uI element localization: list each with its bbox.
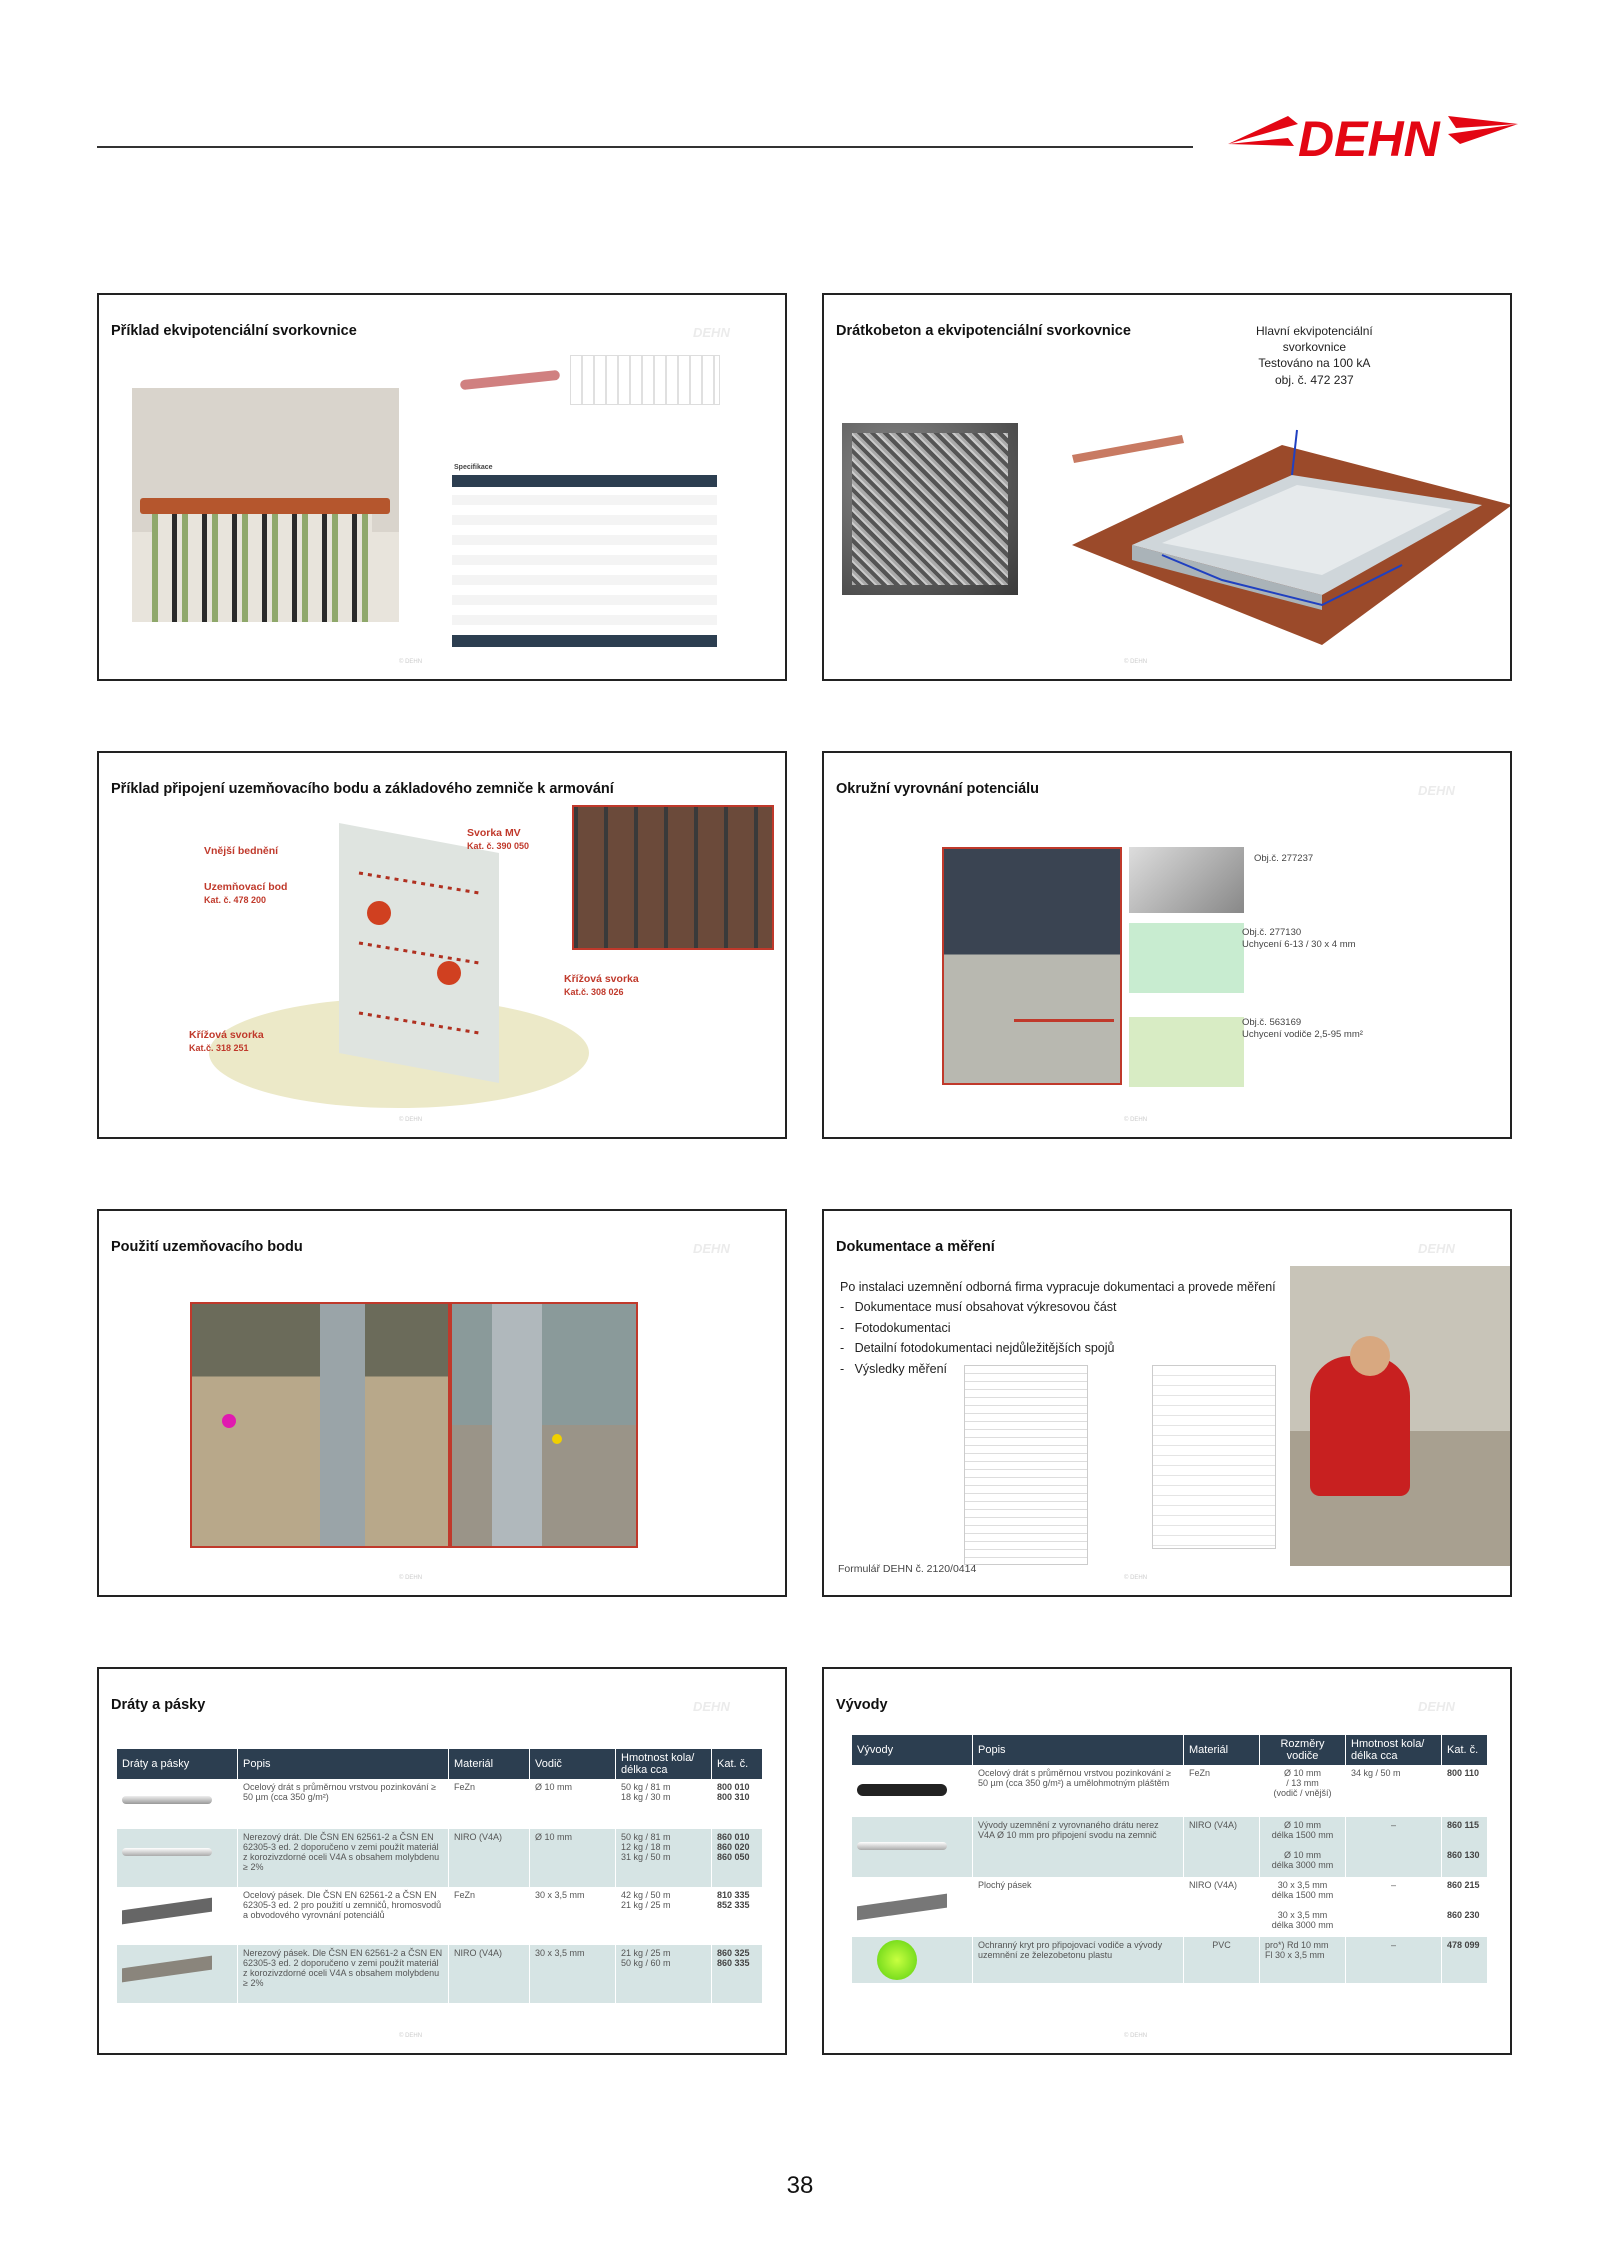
clamp-image-3: [1129, 1017, 1244, 1087]
svg-text:DEHN: DEHN: [1298, 111, 1440, 167]
dehn-watermark-icon: [1410, 779, 1480, 801]
cell-dimension: 30 x 3,5 mm délka 1500 mm 30 x 3,5 mm délka 3000 mm: [1260, 1877, 1346, 1937]
cell-conductor: Ø 10 mm: [530, 1779, 616, 1829]
clamp-image-2: [1129, 923, 1244, 993]
slide-title: Dokumentace a měření: [836, 1239, 995, 1255]
form-page-1: [964, 1365, 1088, 1565]
item-1-label: Obj.č. 277237: [1254, 853, 1314, 864]
svg-text:DEHN: DEHN: [1418, 1241, 1455, 1256]
busbar-drawing: [570, 355, 720, 405]
cell-desc: Ocelový pásek. Dle ČSN EN 62561-2 a ČSN EN 62305-3 ed. 2 pro použití u zemničů, hromosvodů a obvodového vyrovnání potenciálů: [238, 1887, 449, 1945]
product-image: [117, 1945, 238, 2003]
col-header: Hmotnost kola/ délka cca: [1346, 1735, 1442, 1765]
cell-material: FeZn: [1184, 1765, 1260, 1817]
bullet-item: - Dokumentace musí obsahovat výkresovou část: [840, 1300, 1117, 1314]
slide-leads: [822, 1667, 1512, 2055]
cell-dimension: Ø 10 mm / 13 mm (vodič / vnější): [1260, 1765, 1346, 1817]
table-row: [852, 1817, 1488, 1877]
cell-cat: 860 115 860 130: [1442, 1817, 1488, 1877]
label-text: Uzemňovací bod: [204, 881, 288, 893]
cell-cat: 478 099: [1442, 1937, 1488, 1983]
slide-wires-strips: [97, 1667, 787, 2055]
cell-desc: Ocelový drát s průměrnou vrstvou pozinkování ≥ 50 µm (cca 350 g/m²): [238, 1779, 449, 1829]
form-page-2: [1152, 1365, 1276, 1549]
label-cross-clamp-2: [189, 1029, 264, 1054]
cell-desc: Ocelový drát s průměrnou vrstvou pozinkování ≥ 50 µm (cca 350 g/m²) a umělohmotným pláštěm: [973, 1765, 1184, 1817]
slide-footer: © DEHN: [1124, 1117, 1148, 1123]
product-image: [852, 1765, 973, 1817]
cell-conductor: 30 x 3,5 mm: [530, 1945, 616, 2003]
label-text: Svorka MV: [467, 827, 521, 839]
cell-weight: –: [1346, 1877, 1442, 1937]
product-image: [852, 1877, 973, 1937]
cell-weight: 21 kg / 25 m 50 kg / 60 m: [616, 1945, 712, 2003]
table-row: [117, 1829, 763, 1887]
cell-conductor: 30 x 3,5 mm: [530, 1887, 616, 1945]
col-header: Vodič: [530, 1749, 616, 1779]
rebar-photo: [572, 805, 774, 950]
cell-cat: 800 110: [1442, 1765, 1488, 1817]
label-cat: Kat.č. 318 251: [189, 1042, 249, 1053]
cell-material: FeZn: [449, 1779, 530, 1829]
clamp-image-1: [1129, 847, 1244, 913]
cell-desc: Plochý pásek: [973, 1877, 1184, 1937]
label-mv-clamp: [467, 827, 529, 852]
label-cat: Kat.č. 308 026: [564, 986, 624, 997]
svg-text:DEHN: DEHN: [693, 325, 730, 340]
col-header: Kat. č.: [1442, 1735, 1488, 1765]
table-row: [852, 1877, 1488, 1937]
col-header: Popis: [238, 1749, 449, 1779]
svg-text:DEHN: DEHN: [693, 1699, 730, 1714]
slide-footer: © DEHN: [399, 659, 423, 665]
cell-desc: Ochranný kryt pro připojovací vodiče a vývody uzemnění ze železobetonu plastu: [973, 1937, 1184, 1983]
cell-weight: 50 kg / 81 m 18 kg / 30 m: [616, 1779, 712, 1829]
label-text: Křížová svorka: [189, 1029, 264, 1041]
table-row: [117, 1887, 763, 1945]
svg-text:DEHN: DEHN: [1418, 783, 1455, 798]
note-line: Hlavní ekvipotenciální: [1256, 324, 1373, 338]
earthing-point-photo-left: [190, 1302, 450, 1548]
col-header: Materiál: [1184, 1735, 1260, 1765]
note-line: Testováno na 100 kA: [1258, 356, 1371, 371]
cell-weight: 50 kg / 81 m 12 kg / 18 m 31 kg / 50 m: [616, 1829, 712, 1887]
col-header: Vývody: [852, 1735, 973, 1765]
cell-cat: 860 010 860 020 860 050: [712, 1829, 763, 1887]
dehn-logo: [1228, 94, 1518, 170]
slide-title: Drátkobeton a ekvipotenciální svorkovnice: [836, 323, 1131, 339]
slide-earthing-point-use: [97, 1209, 787, 1597]
wires-table: [117, 1749, 763, 2003]
note-line: obj. č. 472 237: [1275, 372, 1354, 387]
table-header-row: [852, 1735, 1488, 1765]
cell-weight: 34 kg / 50 m: [1346, 1765, 1442, 1817]
col-header: Dráty a pásky: [117, 1749, 238, 1779]
form-label: Formulář DEHN č. 2120/0414: [838, 1563, 977, 1575]
dehn-watermark-icon: [1410, 1237, 1480, 1259]
doc-intro: Po instalaci uzemnění odborná firma vypracuje dokumentaci a provede měření: [840, 1280, 1276, 1294]
item-3-cat: Obj.č. 563169: [1242, 1017, 1302, 1028]
page-number: 38: [786, 2172, 814, 2199]
slide-title: Vývody: [836, 1697, 888, 1713]
header-rule: [97, 146, 1193, 148]
label-formwork: Vnější bednění: [204, 845, 279, 857]
dehn-watermark-icon: [685, 1237, 755, 1259]
slide-title: Příklad ekvipotenciální svorkovnice: [111, 323, 357, 339]
item-2-label: [1242, 927, 1356, 952]
slide-footer: © DEHN: [1124, 2033, 1148, 2039]
cell-dimension: Ø 10 mm délka 1500 mm Ø 10 mm délka 3000 mm: [1260, 1817, 1346, 1877]
product-image: [117, 1829, 238, 1887]
slide-title: Okružní vyrovnání potenciálu: [836, 781, 1040, 797]
slide-footer: © DEHN: [1124, 659, 1148, 665]
cell-weight: –: [1346, 1817, 1442, 1877]
label-text: Křížová svorka: [564, 973, 639, 985]
col-header: Materiál: [449, 1749, 530, 1779]
product-image: [852, 1817, 973, 1877]
table-row: [852, 1765, 1488, 1817]
cell-material: PVC: [1184, 1937, 1260, 1983]
product-image: [117, 1779, 238, 1829]
dehn-watermark-icon: [685, 321, 755, 343]
svg-text:DEHN: DEHN: [693, 1241, 730, 1256]
fiber-concrete-photo: [842, 423, 1018, 595]
bullet-item: - Detailní fotodokumentaci nejdůležitějších spojů: [840, 1341, 1115, 1356]
bullet-item: - Výsledky měření: [840, 1361, 947, 1376]
table-row: [852, 1937, 1488, 1983]
busbar-note: [1256, 323, 1373, 388]
slide-title: Dráty a pásky: [111, 1697, 206, 1713]
product-image: [852, 1937, 973, 1983]
cell-material: NIRO (V4A): [1184, 1877, 1260, 1937]
item-3-spec: Uchycení vodiče 2,5-95 mm²: [1242, 1029, 1363, 1041]
label-cat: Kat. č. 478 200: [204, 894, 267, 905]
note-line: svorkovnice: [1282, 340, 1347, 355]
product-image: [117, 1887, 238, 1945]
table-row: [117, 1945, 763, 2003]
slide-title: Příklad připojení uzemňovacího bodu a základového zemniče k armování: [111, 781, 614, 797]
slide-equipotential-bar-example: [97, 293, 787, 681]
cell-material: NIRO (V4A): [449, 1945, 530, 2003]
item-3-label: [1242, 1017, 1363, 1042]
cell-cat: 800 010 800 310: [712, 1779, 763, 1829]
slide-footer: © DEHN: [399, 1575, 423, 1581]
dehn-watermark-icon: [685, 1695, 755, 1717]
slide-footer: © DEHN: [1124, 1575, 1148, 1581]
cell-desc: Nerezový pásek. Dle ČSN EN 62561-2 a ČSN EN 62305-3 ed. 2 doporučeno v zemi použít materiál z korozivzdorné oceli V4A s obsahem molybdenu ≥ 2%: [238, 1945, 449, 2003]
table-header-row: [117, 1749, 763, 1779]
item-2-spec: Uchycení 6-13 / 30 x 4 mm: [1242, 939, 1356, 951]
cell-dimension: pro*) Rd 10 mm Fl 30 x 3,5 mm: [1260, 1937, 1346, 1983]
cell-material: FeZn: [449, 1887, 530, 1945]
cell-weight: –: [1346, 1937, 1442, 1983]
cell-material: NIRO (V4A): [449, 1829, 530, 1887]
cell-cat: 860 215 860 230: [1442, 1877, 1488, 1937]
spec-table: [452, 475, 717, 647]
slide-documentation: [822, 1209, 1512, 1597]
measurement-photo: [1290, 1266, 1512, 1566]
label-earthing-point: [204, 881, 287, 906]
col-header: Popis: [973, 1735, 1184, 1765]
slide-earthing-connection: [97, 751, 787, 1139]
slide-footer: © DEHN: [399, 1117, 423, 1123]
slide-footer: © DEHN: [399, 2033, 423, 2039]
foundation-diagram: [1072, 405, 1512, 645]
label-cross-clamp: [564, 973, 639, 998]
svg-text:DEHN: DEHN: [1418, 1699, 1455, 1714]
busbar-product-image: [452, 355, 568, 405]
col-header: Kat. č.: [712, 1749, 763, 1779]
label-cat: Kat. č. 390 050: [467, 840, 530, 851]
cell-cat: 860 325 860 335: [712, 1945, 763, 2003]
leads-table: [852, 1735, 1488, 1983]
cell-cat: 810 335 852 335: [712, 1887, 763, 1945]
wall-busbar-photo: [132, 388, 399, 622]
item-2-cat: Obj.č. 277130: [1242, 927, 1302, 938]
col-header: Rozměry vodiče: [1260, 1735, 1346, 1765]
slide-ring-bonding: [822, 751, 1512, 1139]
bullet-item: - Fotodokumentaci: [840, 1320, 951, 1335]
cell-conductor: Ø 10 mm: [530, 1829, 616, 1887]
cell-material: NIRO (V4A): [1184, 1817, 1260, 1877]
spec-label: Specifikace: [454, 464, 493, 471]
cell-desc: Vývody uzemnění z vyrovnaného drátu nerez V4A Ø 10 mm pro připojení svodu na zemnič: [973, 1817, 1184, 1877]
table-row: [117, 1779, 763, 1829]
slide-title: Použití uzemňovacího bodu: [111, 1239, 303, 1255]
cell-weight: 42 kg / 50 m 21 kg / 25 m: [616, 1887, 712, 1945]
cell-desc: Nerezový drát. Dle ČSN EN 62561-2 a ČSN EN 62305-3 ed. 2 doporučeno v zemi použít materiál z korozivzdorné oceli V4A s obsahem molybdenu ≥ 2%: [238, 1829, 449, 1887]
ring-bonding-photo: [942, 847, 1122, 1085]
col-header: Hmotnost kola/ délka cca: [616, 1749, 712, 1779]
earthing-point-photo-right: [450, 1302, 638, 1548]
slide-fiber-concrete: [822, 293, 1512, 681]
dehn-watermark-icon: [1410, 1695, 1480, 1717]
